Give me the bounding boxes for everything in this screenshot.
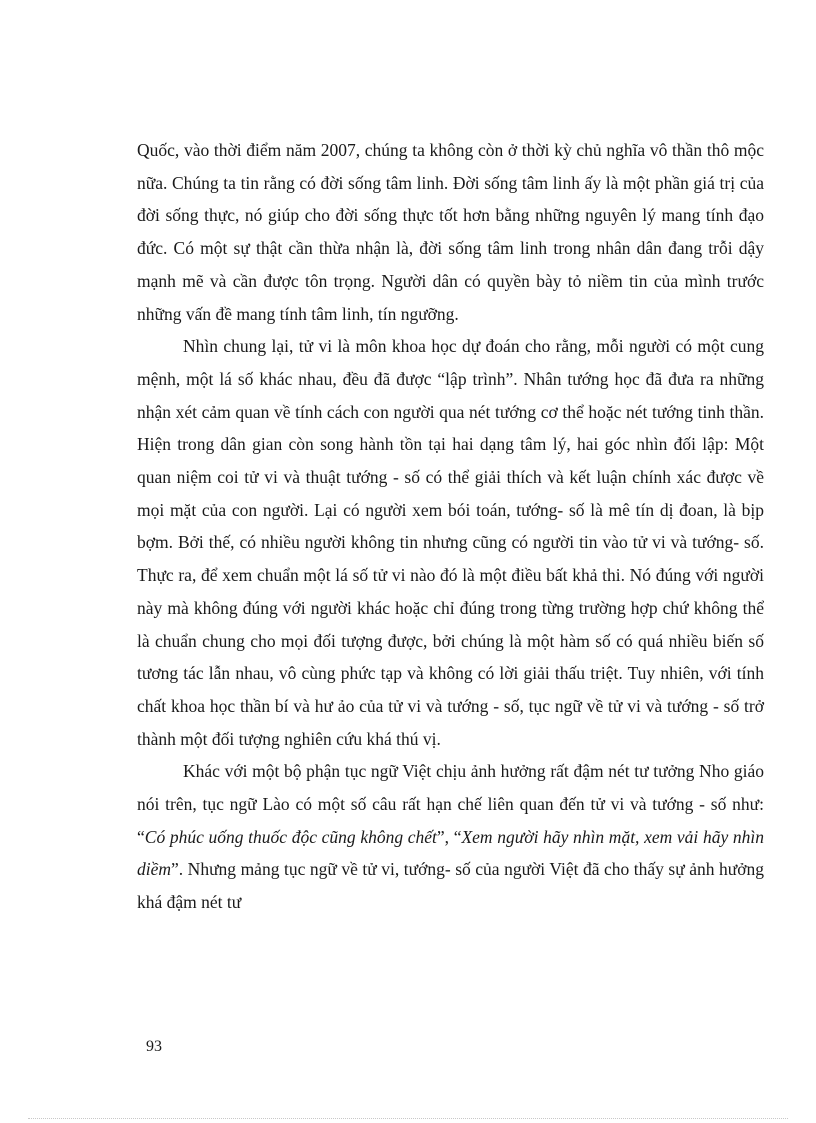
- paragraph-3-text-b: ”, “: [436, 826, 462, 847]
- paragraph-3-text-a: Khác với một bộ phận tục ngữ Việt chịu ảnh hưởng rất đậm nét tư tưởng Nho giáo nói trên, tục ngữ Lào có một số câu rất hạn chế liên quan đến tử vi và tướng - số như: “: [137, 761, 764, 847]
- paragraph-2-text: Nhìn chung lại, tử vi là môn khoa học dự đoán cho rằng, mỗi người có một cung mệnh, một lá số khác nhau, đều đã được “lập trình”. Nhân tướng học đã đưa ra những nhận xét cảm quan về tính cách con người qua nét tướng cơ thể hoặc nét tướng tinh thần. Hiện trong dân gian còn song hành tồn tại hai dạng tâm lý, hai góc nhìn đối lập: Một quan niệm coi tử vi và thuật tướng - số có thể giải thích và kết luận chính xác được về mọi mặt của con người. Lại có người xem bói toán, tướng- số là mê tín dị đoan, là bịp bợm. Bởi thế, có nhiều người không tin nhưng cũng có người tin vào tử vi và tướng- số. Thực ra, để xem chuẩn một lá số tử vi nào đó là một điều bất khả thi. Nó đúng với người này mà không đúng với người khác hoặc chỉ đúng trong từng trường hợp chứ không thể là chuẩn chung cho mọi đối tượng được, bởi chúng là một hàm số có quá nhiều biến số tương tác lẫn nhau, vô cùng phức tạp và không có lời giải thấu triệt. Tuy nhiên, với tính chất khoa học thần bí và hư ảo của tử vi và tướng - số, tục ngữ về tử vi và tướng - số trở thành một đối tượng nghiên cứu khá thú vị.: [137, 336, 764, 749]
- page-bottom-divider: [28, 1118, 788, 1119]
- quote-proverb-1: Có phúc uống thuốc độc cũng không chết: [144, 826, 437, 847]
- paragraph-2: [137, 330, 764, 755]
- page-number: 93: [146, 1038, 162, 1055]
- paragraph-3: [137, 755, 764, 919]
- quote-proverb-2: Xem người hãy nhìn mặt, xem vải hãy nhìn diềm: [137, 826, 764, 880]
- paragraph-1-text: Quốc, vào thời điểm năm 2007, chúng ta không còn ở thời kỳ chủ nghĩa vô thần thô mộc nữa. Chúng ta tin rằng có đời sống tâm linh. Đời sống tâm linh ấy là một phần giá trị của đời sống thực, nó giúp cho đời sống thực tốt hơn bằng những nguyên lý mang tính đạo đức. Có một sự thật cần thừa nhận là, đời sống tâm linh trong nhân dân đang trỗi dậy mạnh mẽ và cần được tôn trọng. Người dân có quyền bày tỏ niềm tin của mình trước những vấn đề mang tính tâm linh, tín ngưỡng.: [137, 140, 764, 324]
- body-text: [137, 134, 764, 919]
- paragraph-3-text-c: ”. Nhưng mảng tục ngữ về tử vi, tướng- số của người Việt đã cho thấy sự ảnh hưởng khá đậm nét tư: [137, 859, 764, 913]
- paragraph-1: [137, 134, 764, 330]
